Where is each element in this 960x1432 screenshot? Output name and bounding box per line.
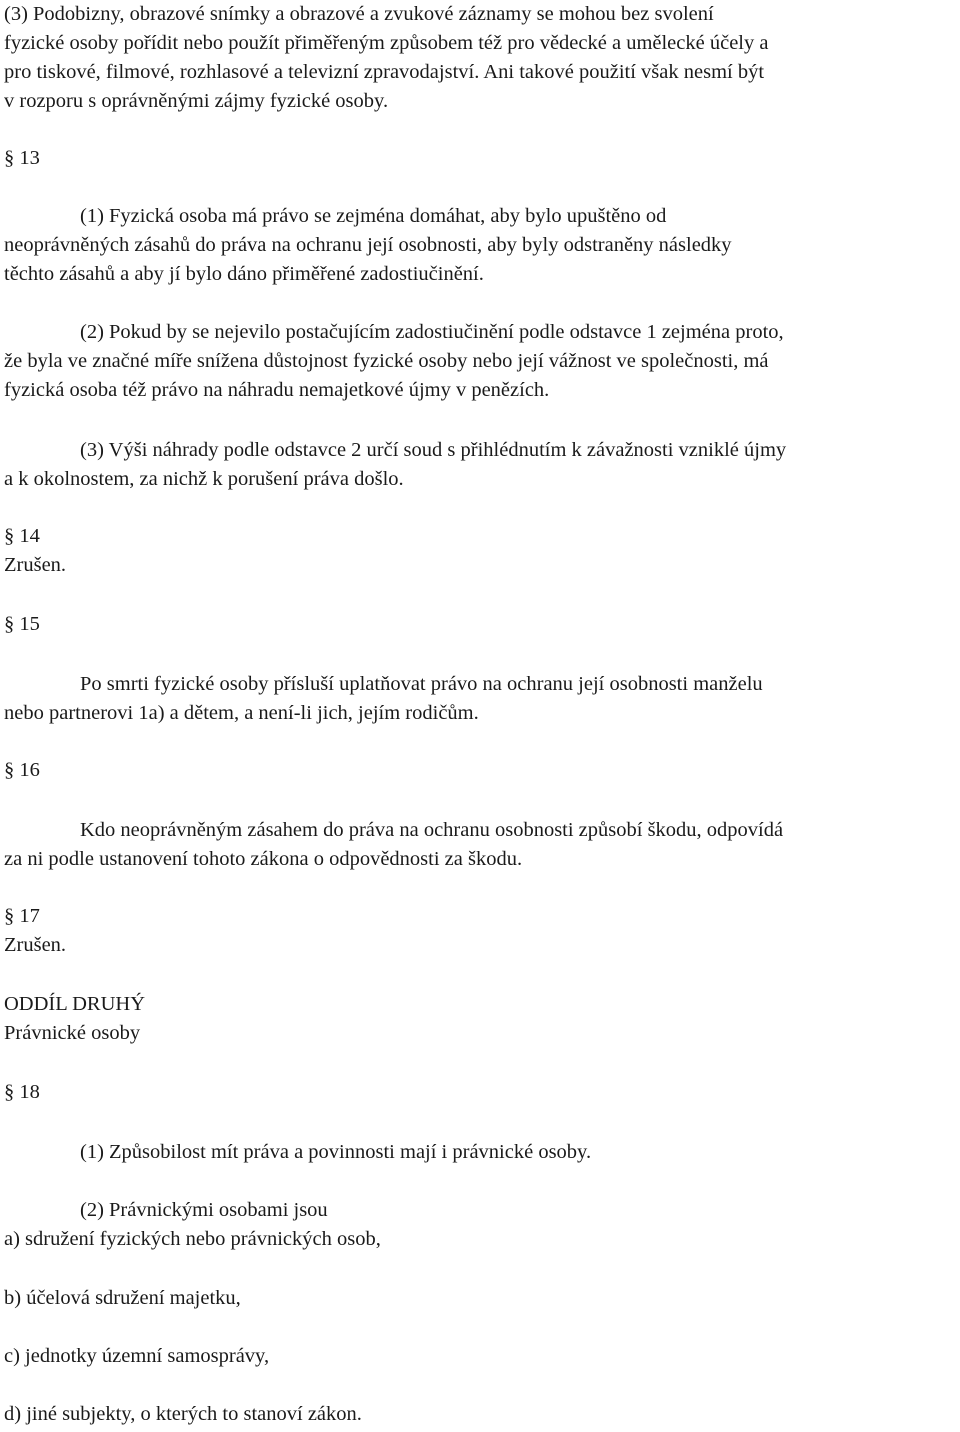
section-14 [4, 522, 956, 580]
section-18-paragraph-1: (1) Způsobilost mít práva a povinnosti mají i právnické osoby. [80, 1141, 592, 1163]
section-17 [4, 902, 956, 960]
section-18-heading: § 18 [4, 1081, 40, 1103]
text-line: (3) Podobizny, obrazové snímky a obrazové a zvukové záznamy se mohou bez svolení [4, 3, 714, 25]
section-15-paragraph [4, 670, 956, 728]
section-13-heading: § 13 [4, 147, 40, 169]
text-line: v rozporu s oprávněnými zájmy fyzické osoby. [4, 90, 389, 112]
part-title: ODDÍL DRUHÝ [4, 993, 146, 1015]
section-14-heading: § 14 [4, 525, 40, 547]
section-13-paragraph-1 [4, 202, 956, 289]
section-15-heading: § 15 [4, 613, 40, 635]
text-line: (2) Pokud by se nejevilo postačujícím zadostiučinění podle odstavce 1 zejména proto, [80, 321, 784, 343]
list-item-d: d) jiné subjekty, o kterých to stanoví zákon. [4, 1403, 362, 1425]
text-line: pro tiskové, filmové, rozhlasové a televizní zpravodajství. Ani takové použití však nesmí být [4, 61, 765, 83]
text-line: a k okolnostem, za nichž k porušení práva došlo. [4, 468, 404, 490]
part-subtitle: Právnické osoby [4, 1022, 141, 1044]
list-item-a: a) sdružení fyzických nebo právnických osob, [4, 1228, 381, 1250]
text-line: nebo partnerovi 1a) a dětem, a není-li jich, jejím rodičům. [4, 702, 479, 724]
section-14-text: Zrušen. [4, 554, 67, 576]
section-13-paragraph-3 [4, 436, 956, 494]
text-line: (2) Právnickými osobami jsou [80, 1199, 328, 1221]
text-line: (3) Výši náhrady podle odstavce 2 určí soud s přihlédnutím k závažnosti vzniklé újmy [80, 439, 787, 461]
part-heading [4, 990, 956, 1048]
section-16-heading: § 16 [4, 759, 40, 781]
text-line: (1) Fyzická osoba má právo se zejména domáhat, aby bylo upuštěno od [80, 205, 667, 227]
text-line: za ni podle ustanovení tohoto zákona o odpovědnosti za škodu. [4, 848, 523, 870]
text-line: Po smrti fyzické osoby přísluší uplatňovat právo na ochranu její osobnosti manželu [80, 673, 763, 695]
text-line: fyzická osoba též právo na náhradu nemajetkové újmy v penězích. [4, 379, 550, 401]
section-18-paragraph-2 [4, 1196, 956, 1254]
text-line: fyzické osoby pořídit nebo použít přiměřeným způsobem též pro vědecké a umělecké účely a [4, 32, 769, 54]
paragraph-3-intro [4, 0, 956, 116]
section-13-paragraph-2 [4, 318, 956, 405]
section-17-text: Zrušen. [4, 934, 67, 956]
section-17-heading: § 17 [4, 905, 40, 927]
text-line: Kdo neoprávněným zásahem do práva na ochranu osobnosti způsobí škodu, odpovídá [80, 819, 784, 841]
list-item-c: c) jednotky územní samosprávy, [4, 1345, 270, 1367]
text-line: těchto zásahů a aby jí bylo dáno přiměřené zadostiučinění. [4, 263, 484, 285]
list-item-b: b) účelová sdružení majetku, [4, 1287, 241, 1309]
text-line: že byla ve značné míře snížena důstojnost fyzické osoby nebo její vážnost ve společnosti, má [4, 350, 769, 372]
text-line: neoprávněných zásahů do práva na ochranu její osobnosti, aby byly odstraněny následky [4, 234, 732, 256]
section-16-paragraph [4, 816, 956, 874]
